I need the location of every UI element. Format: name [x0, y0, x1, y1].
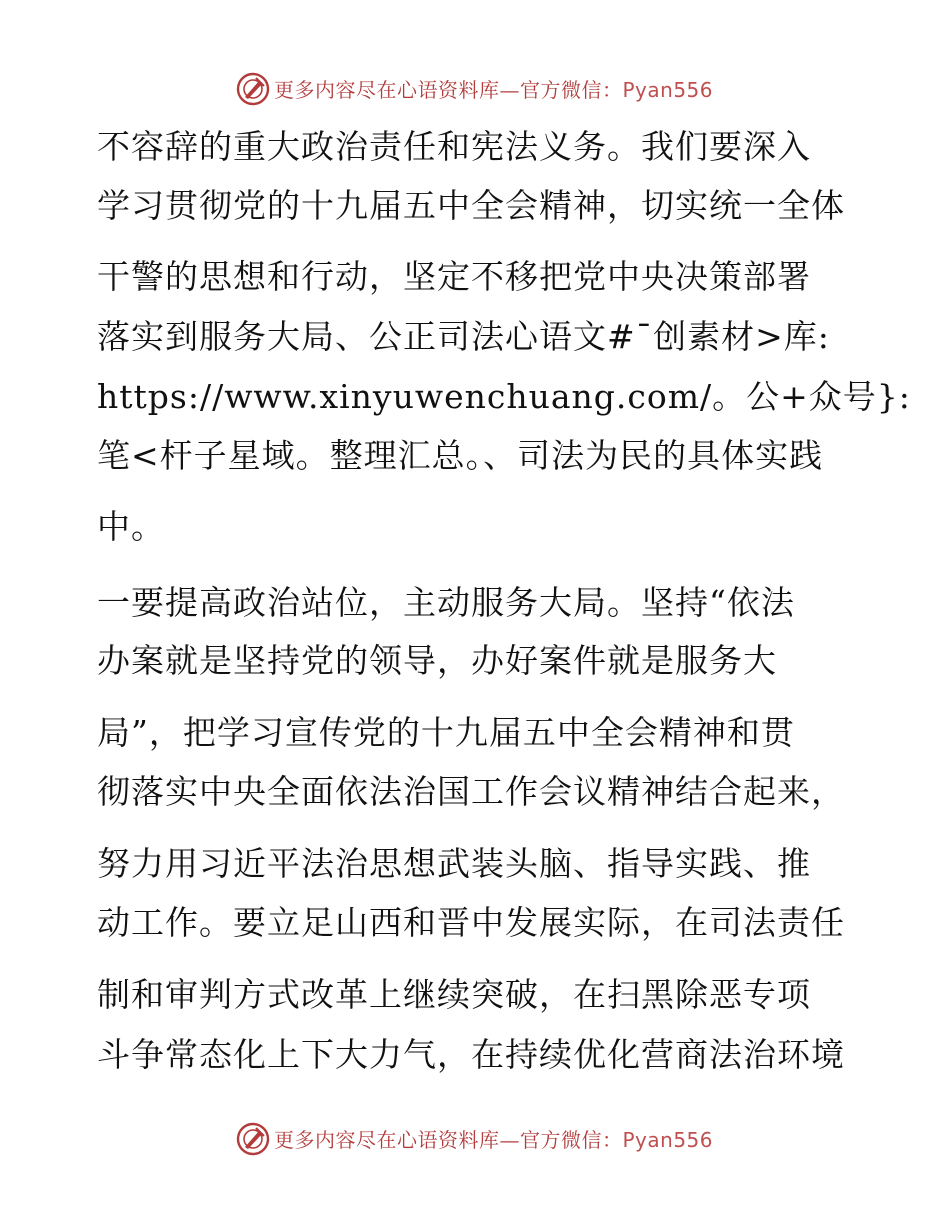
- footer-banner-text: 更多内容尽在心语资料库—官方微信：Pyan556: [274, 1128, 714, 1152]
- body-line: 一要提高政治站位，主动服务大局。坚持“依法: [97, 583, 795, 622]
- body-line: 斗争常态化上下大力气，在持续优化营商法治环境: [97, 1035, 845, 1074]
- header-banner-id: Pyan556: [622, 78, 714, 102]
- body-line: 动工作。要立足山西和晋中发展实际，在司法责任: [97, 903, 845, 942]
- footer-banner-id: Pyan556: [622, 1128, 714, 1152]
- body-line: 彻落实中央全面依法治国工作会议精神结合起来，: [97, 772, 845, 811]
- body-line: 学习贯彻党的十九届五中全会精神，切实统一全体: [97, 186, 845, 225]
- body-line: 笔<杆子星域。整理汇总。、司法为民的具体实践: [97, 436, 824, 475]
- header-banner-text: 更多内容尽在心语资料库—官方微信：Pyan556: [274, 78, 714, 102]
- body-line: 不容辞的重大政治责任和宪法义务。我们要深入: [97, 127, 811, 166]
- body-line: 办案就是坚持党的领导，办好案件就是服务大: [97, 641, 777, 680]
- brand-logo-icon: [236, 72, 270, 106]
- header-banner: [0, 70, 950, 110]
- footer-banner: [0, 1120, 950, 1160]
- body-line: 落实到服务大局、公正司法心语文#¯创素材>库:: [97, 317, 830, 356]
- body-line: 局”，把学习宣传党的十九届五中全会精神和贯: [97, 713, 795, 752]
- body-line: 制和审判方式改革上继续突破，在扫黑除恶专项: [97, 975, 811, 1014]
- body-line: 中。: [97, 507, 165, 546]
- brand-logo-icon: [236, 1122, 270, 1156]
- body-line: 干警的思想和行动，坚定不移把党中央决策部署: [97, 257, 811, 296]
- body-line: 努力用习近平法治思想武装头脑、指导实践、推: [97, 844, 811, 883]
- body-line: https://www.xinyuwenchuang.com/。公+众号}:: [97, 377, 911, 416]
